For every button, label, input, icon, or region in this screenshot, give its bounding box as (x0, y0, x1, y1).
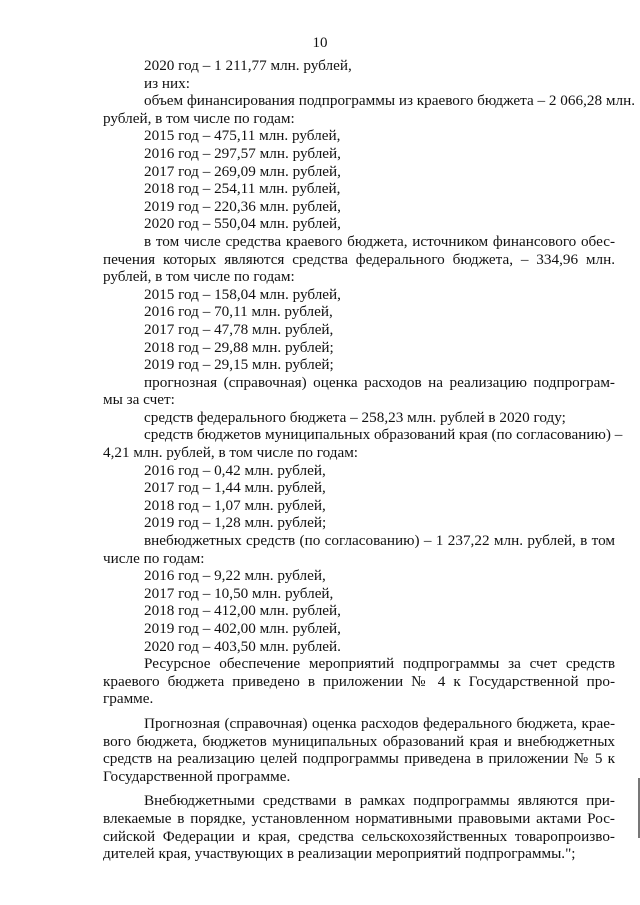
text-line: 2020 год – 403,50 млн. рублей. (144, 637, 341, 655)
text-line: 2018 год – 1,07 млн. рублей, (144, 496, 326, 514)
text-line: вого бюджета, бюджетов муниципальных образований края и внебюджетных (103, 732, 615, 750)
text-line: 2019 год – 29,15 млн. рублей; (144, 356, 334, 374)
text-line: 2018 год – 412,00 млн. рублей, (144, 602, 341, 620)
text-line: сийской Федерации и края, средства сельскохозяйственных товаропроизво- (103, 827, 615, 845)
text-line: 2019 год – 1,28 млн. рублей; (144, 514, 327, 532)
text-line: 2016 год – 0,42 млн. рублей, (144, 461, 326, 479)
text-line: числе по годам: (103, 549, 205, 567)
text-line: мы за счет: (103, 391, 175, 409)
text-line: средств бюджетов муниципальных образований края (по согласованию) – (144, 426, 623, 444)
text-line: объем финансирования подпрограммы из краевого бюджета – 2 066,28 млн. (144, 92, 635, 110)
text-line: из них: (144, 74, 190, 92)
text-line: рублей, в том числе по годам: (103, 268, 295, 286)
text-line: 2019 год – 402,00 млн. рублей, (144, 620, 341, 637)
text-line: 2018 год – 254,11 млн. рублей, (144, 180, 341, 198)
text-line: 4,21 млн. рублей, в том числе по годам: (103, 444, 359, 462)
page-number: 10 (312, 35, 328, 51)
text-line: 2016 год – 70,11 млн. рублей, (144, 303, 333, 321)
text-line: в том числе средства краевого бюджета, источником финансового обес- (144, 232, 615, 250)
text-line: 2015 год – 158,04 млн. рублей, (144, 285, 341, 303)
text-line: дителей края, участвующих в реализации мероприятий подпрограммы."; (103, 845, 576, 863)
text-line: 2020 год – 550,04 млн. рублей, (144, 215, 341, 233)
text-line: 2020 год – 1 211,77 млн. рублей, (144, 57, 352, 74)
text-line: средств на реализацию целей подпрограммы приведена в приложении № 5 к (103, 750, 615, 768)
text-line: 2017 год – 1,44 млн. рублей, (144, 479, 326, 497)
text-line: 2015 год – 475,11 млн. рублей, (144, 127, 341, 145)
text-line: 2016 год – 297,57 млн. рублей, (144, 144, 341, 162)
text-line: внебюджетных средств (по согласованию) – 1 237,22 млн. рублей, в том (144, 532, 615, 550)
text-line: печения которых являются средства федерального бюджета, – 334,96 млн. (103, 250, 615, 268)
text-line: 2019 год – 220,36 млн. рублей, (144, 197, 341, 215)
text-line: 2017 год – 269,09 млн. рублей, (144, 162, 341, 180)
text-line: краевого бюджета приведено в приложении № 4 к Государственной про- (103, 672, 615, 690)
text-line: 2017 год – 47,78 млн. рублей, (144, 320, 334, 338)
text-line: 2017 год – 10,50 млн. рублей, (144, 584, 334, 602)
text-line: грамме. (103, 690, 154, 708)
text-line: 2016 год – 9,22 млн. рублей, (144, 567, 326, 585)
text-line: Государственной программе. (103, 767, 291, 785)
text-line: влекаемые в порядке, установленном нормативными правовыми актами Рос- (103, 809, 615, 827)
text-line: Прогнозная (справочная) оценка расходов федерального бюджета, крае- (144, 714, 615, 732)
text-line: 2018 год – 29,88 млн. рублей; (144, 338, 334, 356)
text-line: прогнозная (справочная) оценка расходов на реализацию подпрограм- (144, 373, 615, 391)
text-line: Внебюджетными средствами в рамках подпрограммы являются при- (144, 792, 615, 810)
document-body (103, 57, 635, 863)
text-line: Ресурсное обеспечение мероприятий подпрограммы за счет средств (144, 655, 615, 673)
text-line: средств федерального бюджета – 258,23 млн. рублей в 2020 году; (144, 408, 566, 426)
text-line: рублей, в том числе по годам: (103, 109, 295, 127)
